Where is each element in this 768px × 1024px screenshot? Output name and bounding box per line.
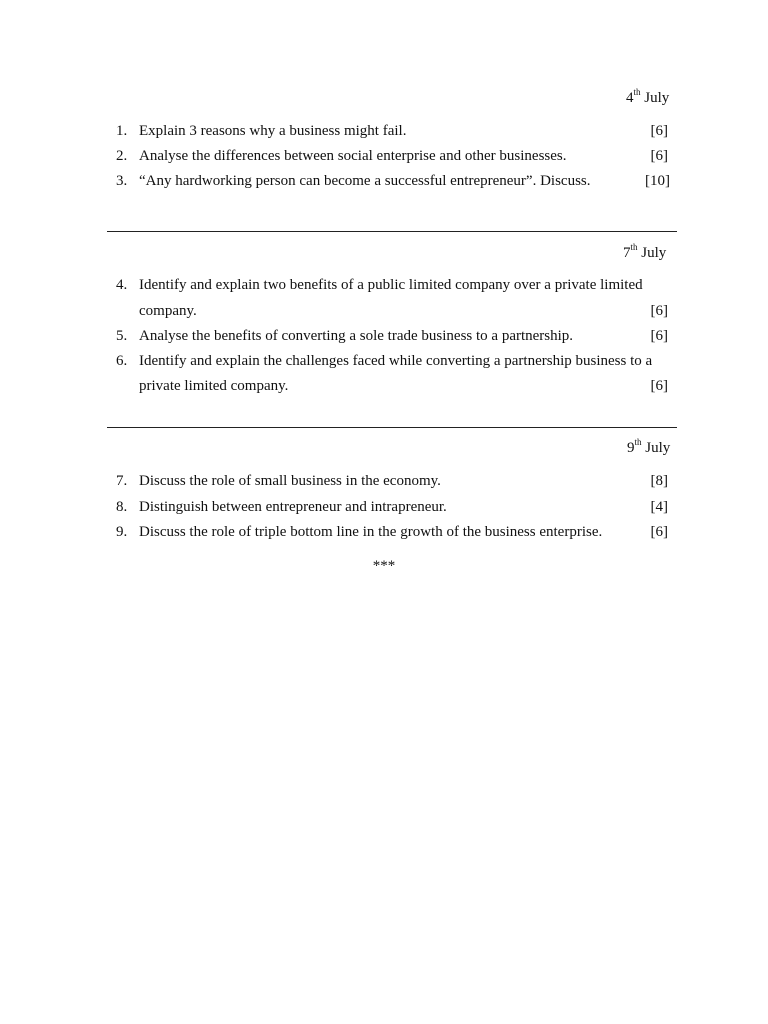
section-date bbox=[627, 438, 670, 457]
question-text-continued: company. bbox=[139, 303, 197, 319]
question-text: Identify and explain two benefits of a public limited company over a private limited bbox=[139, 277, 643, 293]
question-marks: [6] bbox=[650, 303, 668, 319]
question-number: 7. bbox=[116, 473, 128, 489]
question-marks: [6] bbox=[650, 123, 668, 139]
date-suffix: th bbox=[630, 242, 638, 252]
question-number: 8. bbox=[116, 499, 128, 515]
question-number: 6. bbox=[116, 353, 128, 369]
question-marks: [10] bbox=[645, 173, 670, 189]
question-text: Discuss the role of small business in the economy. bbox=[139, 473, 441, 489]
end-marker: *** bbox=[372, 558, 396, 574]
section-date bbox=[626, 88, 669, 107]
question-number: 4. bbox=[116, 277, 128, 293]
question-marks: [6] bbox=[650, 524, 668, 540]
question-text: “Any hardworking person can become a successful entrepreneur”. Discuss. bbox=[139, 173, 591, 189]
question-number: 9. bbox=[116, 524, 128, 540]
date-day: 4 bbox=[626, 90, 634, 106]
question-marks: [8] bbox=[650, 473, 668, 489]
question-marks: [6] bbox=[650, 148, 668, 164]
date-day: 9 bbox=[627, 440, 635, 456]
date-month: July bbox=[644, 90, 670, 106]
question-number: 3. bbox=[116, 173, 128, 189]
question-text: Discuss the role of triple bottom line in the growth of the business enterprise. bbox=[139, 524, 603, 540]
date-suffix: th bbox=[633, 87, 641, 97]
date-month: July bbox=[641, 245, 667, 261]
section-divider bbox=[107, 427, 677, 428]
question-number: 1. bbox=[116, 123, 128, 139]
date-suffix: th bbox=[634, 437, 642, 447]
question-number: 2. bbox=[116, 148, 128, 164]
date-month: July bbox=[645, 440, 671, 456]
question-text: Explain 3 reasons why a business might fail. bbox=[139, 123, 407, 139]
question-text: Distinguish between entrepreneur and intrapreneur. bbox=[139, 499, 447, 515]
date-day: 7 bbox=[623, 245, 631, 261]
question-marks: [4] bbox=[650, 499, 668, 515]
question-number: 5. bbox=[116, 328, 128, 344]
section-divider bbox=[107, 231, 677, 232]
question-text: Analyse the benefits of converting a sole trade business to a partnership. bbox=[139, 328, 574, 344]
question-text-continued: private limited company. bbox=[139, 378, 289, 394]
question-marks: [6] bbox=[650, 378, 668, 394]
question-marks: [6] bbox=[650, 328, 668, 344]
section-date bbox=[623, 243, 666, 262]
question-text: Analyse the differences between social enterprise and other businesses. bbox=[139, 148, 567, 164]
question-text: Identify and explain the challenges faced while converting a partnership business to a bbox=[139, 353, 653, 369]
